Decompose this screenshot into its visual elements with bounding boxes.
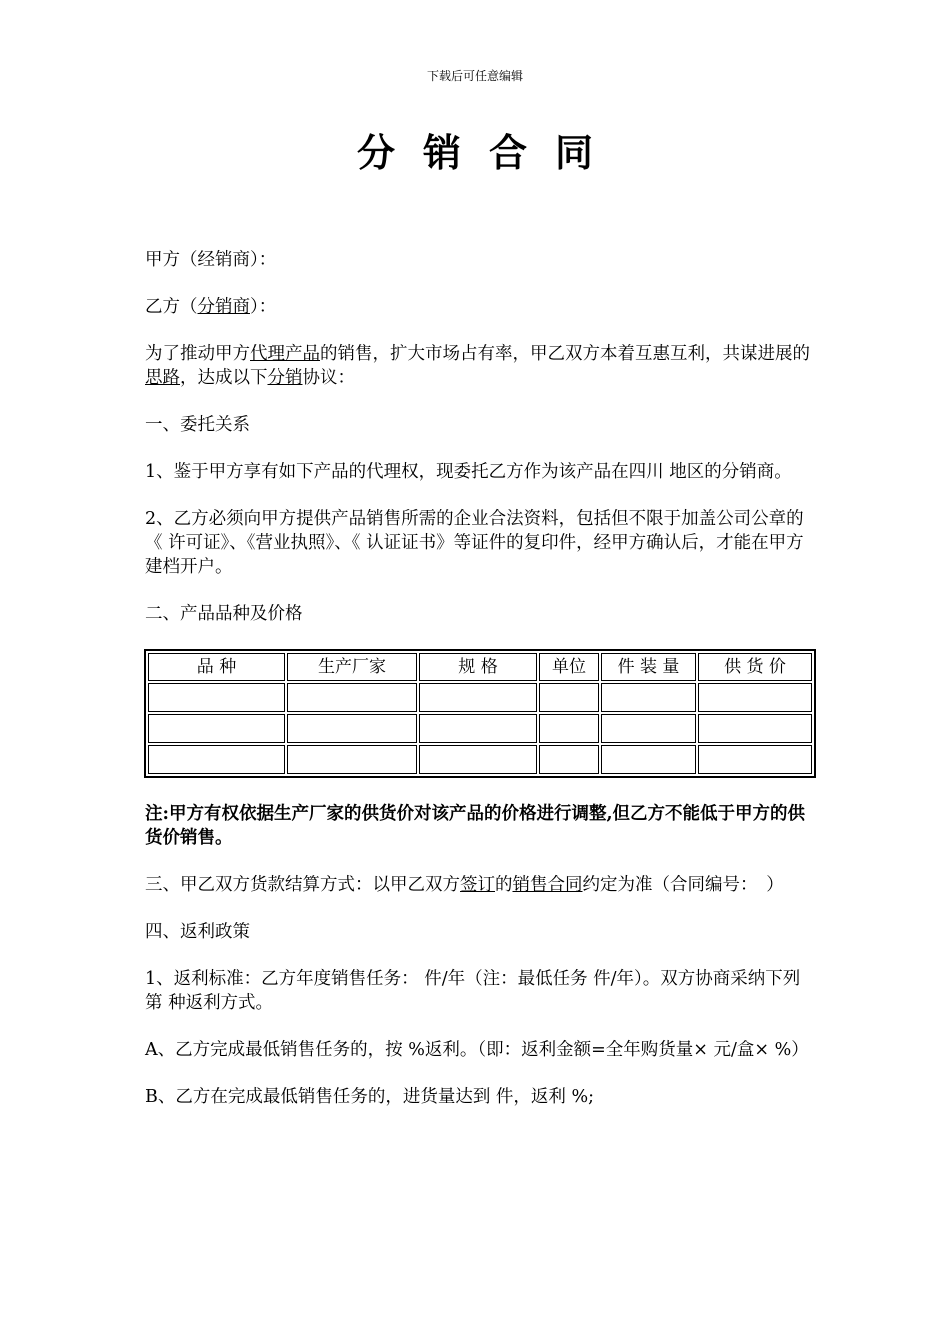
section-3-link-sign[interactable]: 签订 — [460, 875, 495, 895]
intro-text-1: 为了推动甲方 — [145, 344, 250, 364]
intro-link-distribution[interactable]: 分销 — [267, 368, 303, 388]
table-cell — [287, 683, 417, 712]
table-cell — [148, 714, 285, 743]
column-header-manufacturer: 生产厂家 — [287, 653, 417, 681]
intro-link-agency-products[interactable]: 代理产品 — [250, 344, 320, 364]
contract-body — [145, 248, 810, 1132]
table-cell — [539, 714, 599, 743]
section-4-item-b: B、乙方在完成最低销售任务的，进货量达到 件，返利 %; — [145, 1087, 595, 1107]
section-3-link-sales-contract[interactable]: 销售合同 — [512, 875, 583, 895]
table-cell — [601, 683, 696, 712]
price-adjustment-note: 注:甲方有权依据生产厂家的供货价对该产品的价格进行调整,但乙方不能低于甲方的供货价销售。 — [145, 804, 806, 848]
section-3-text-3: 约定为准（合同编号： ） — [582, 875, 784, 895]
table-cell — [601, 745, 696, 774]
section-1-item-1: 1、鉴于甲方享有如下产品的代理权，现委托乙方作为该产品在四川 地区的分销商。 — [145, 462, 792, 482]
table-cell — [539, 683, 599, 712]
column-header-variety: 品 种 — [148, 653, 285, 681]
party-b-link[interactable]: 分销商 — [197, 297, 250, 317]
section-4-item-a: A、乙方完成最低销售任务的，按 %返利。（即：返利金额=全年购货量× 元/盒× %） — [145, 1040, 809, 1060]
intro-paragraph — [145, 342, 810, 390]
intro-text-4: 协议： — [302, 368, 355, 388]
intro-text-3: ，达成以下 — [180, 368, 268, 388]
table-row — [148, 683, 812, 712]
column-header-specification: 规 格 — [419, 653, 537, 681]
party-b-line — [145, 295, 810, 319]
table-cell — [287, 745, 417, 774]
section-4-heading: 四、返利政策 — [145, 922, 250, 942]
table-row — [148, 714, 812, 743]
intro-text-2: 的销售，扩大市场占有率，甲乙双方本着互惠互利，共谋进展的 — [320, 344, 810, 364]
product-price-table — [144, 649, 816, 778]
column-header-supply-price: 供 货 价 — [698, 653, 812, 681]
party-b-prefix: 乙方（ — [145, 297, 198, 317]
section-1-item-2: 2、乙方必须向甲方提供产品销售所需的企业合法资料，包括但不限于加盖公司公章的《 许可证》、《营业执照》、《 认证证书》等证件的复印件，经甲方确认后，才能在甲方建档开户。 — [145, 509, 804, 577]
table-cell — [419, 745, 537, 774]
section-3-text-1: 三、甲乙双方货款结算方式：以甲乙双方 — [145, 875, 460, 895]
section-3-paragraph — [145, 873, 810, 897]
intro-link-idea[interactable]: 思路 — [145, 368, 180, 388]
table-cell — [419, 683, 537, 712]
table-cell — [539, 745, 599, 774]
header-note: 下载后可任意编辑 — [426, 69, 523, 83]
column-header-pack-quantity: 件 装 量 — [601, 653, 696, 681]
table-cell — [148, 745, 285, 774]
table-cell — [601, 714, 696, 743]
table-row — [148, 745, 812, 774]
section-4-item-1: 1、返利标准：乙方年度销售任务： 件/年（注：最低任务 件/年）。双方协商采纳下列第 种返利方式。 — [145, 969, 801, 1013]
party-a-line: 甲方（经销商）： — [145, 250, 277, 270]
table-cell — [698, 745, 812, 774]
table-cell — [148, 683, 285, 712]
section-1-heading: 一、委托关系 — [145, 415, 250, 435]
table-cell — [287, 714, 417, 743]
party-b-suffix: ）： — [250, 297, 277, 317]
table-cell — [698, 714, 812, 743]
section-3-text-2: 的 — [495, 875, 513, 895]
table-header-row — [148, 653, 812, 681]
section-2-heading: 二、产品品种及价格 — [145, 604, 303, 624]
contract-title: 分销合同 — [356, 130, 621, 175]
table-cell — [419, 714, 537, 743]
column-header-unit: 单位 — [539, 653, 599, 681]
table-cell — [698, 683, 812, 712]
